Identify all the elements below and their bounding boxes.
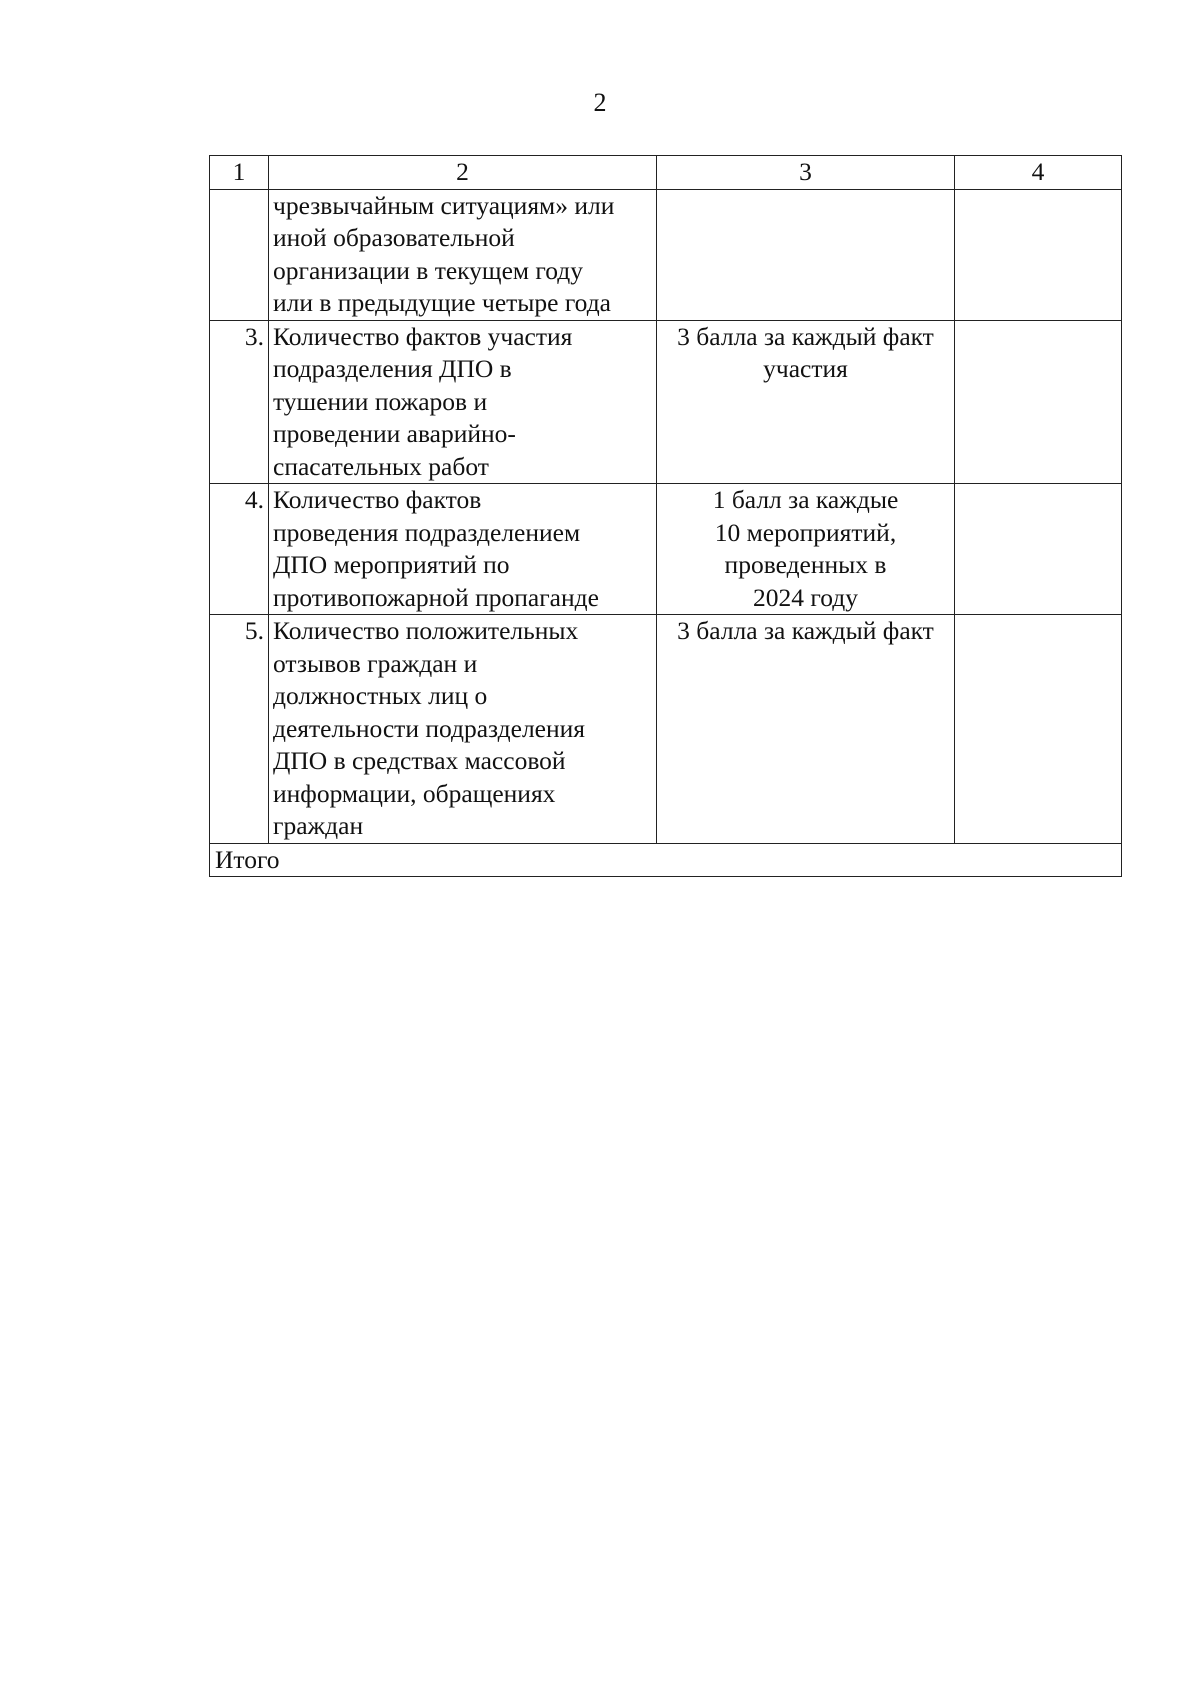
- indicator-line: проведении аварийно-: [273, 419, 516, 448]
- table-row-continuation: [210, 189, 1122, 320]
- score-line: 3 балла за каждый факт: [677, 616, 934, 645]
- indicator-line: чрезвычайным ситуациям» или: [273, 190, 615, 220]
- indicator-line: проведения подразделением: [273, 517, 581, 547]
- score-line: участия: [763, 354, 848, 383]
- indicator-line: информации, обращениях: [273, 778, 556, 808]
- row-number-cell: 5.: [210, 615, 269, 844]
- row-number-cell: [210, 189, 269, 320]
- indicator-line: Количество фактов: [273, 485, 482, 514]
- header-cell-3: 3: [657, 156, 955, 190]
- indicator-line: организации в текущем году: [273, 255, 583, 285]
- row-number-cell: 3.: [210, 320, 269, 484]
- indicator-cell: [269, 484, 657, 615]
- indicator-cell: [269, 320, 657, 484]
- score-cell: [657, 484, 955, 615]
- indicator-line: ДПО в средствах массовой: [273, 746, 566, 775]
- indicator-line: спасательных работ: [273, 451, 489, 481]
- indicator-line: отзывов граждан и: [273, 648, 478, 678]
- indicator-line: противопожарной пропаганде: [273, 582, 599, 612]
- scoring-table: [209, 155, 1122, 877]
- table-row: [210, 484, 1122, 615]
- table-total-row: [210, 843, 1122, 877]
- value-cell: [955, 615, 1122, 844]
- score-line: 1 балл за каждые: [712, 485, 899, 514]
- score-line: 10 мероприятий,: [714, 517, 897, 547]
- indicator-line: или в предыдущие четыре года: [273, 288, 611, 317]
- table-row: [210, 615, 1122, 844]
- value-cell: [955, 189, 1122, 320]
- value-cell: [955, 484, 1122, 615]
- indicator-line: тушении пожаров и: [273, 386, 488, 416]
- table-row: [210, 320, 1122, 484]
- indicator-line: граждан: [273, 811, 364, 840]
- row-number-cell: 4.: [210, 484, 269, 615]
- header-cell-1: 1: [210, 156, 269, 190]
- header-cell-2: 2: [269, 156, 657, 190]
- indicator-cell: [269, 615, 657, 844]
- indicator-line: Количество фактов участия: [273, 321, 573, 351]
- score-line: проведенных в: [724, 550, 887, 579]
- indicator-line: должностных лиц о: [273, 681, 488, 710]
- total-label: Итого: [210, 843, 1122, 877]
- indicator-cell: [269, 189, 657, 320]
- indicator-line: деятельности подразделения: [273, 713, 586, 743]
- indicator-line: иной образовательной: [273, 223, 515, 252]
- indicator-line: ДПО мероприятий по: [273, 550, 510, 579]
- indicator-line: подразделения ДПО в: [273, 354, 512, 383]
- score-line: 2024 году: [753, 582, 858, 612]
- score-cell: [657, 615, 955, 844]
- score-cell: [657, 189, 955, 320]
- score-line: 3 балла за каждый факт: [677, 321, 934, 351]
- indicator-line: Количество положительных: [273, 616, 579, 645]
- score-cell: [657, 320, 955, 484]
- table-header-row: [210, 156, 1122, 190]
- header-cell-4: 4: [955, 156, 1122, 190]
- page-number: 2: [593, 88, 607, 117]
- value-cell: [955, 320, 1122, 484]
